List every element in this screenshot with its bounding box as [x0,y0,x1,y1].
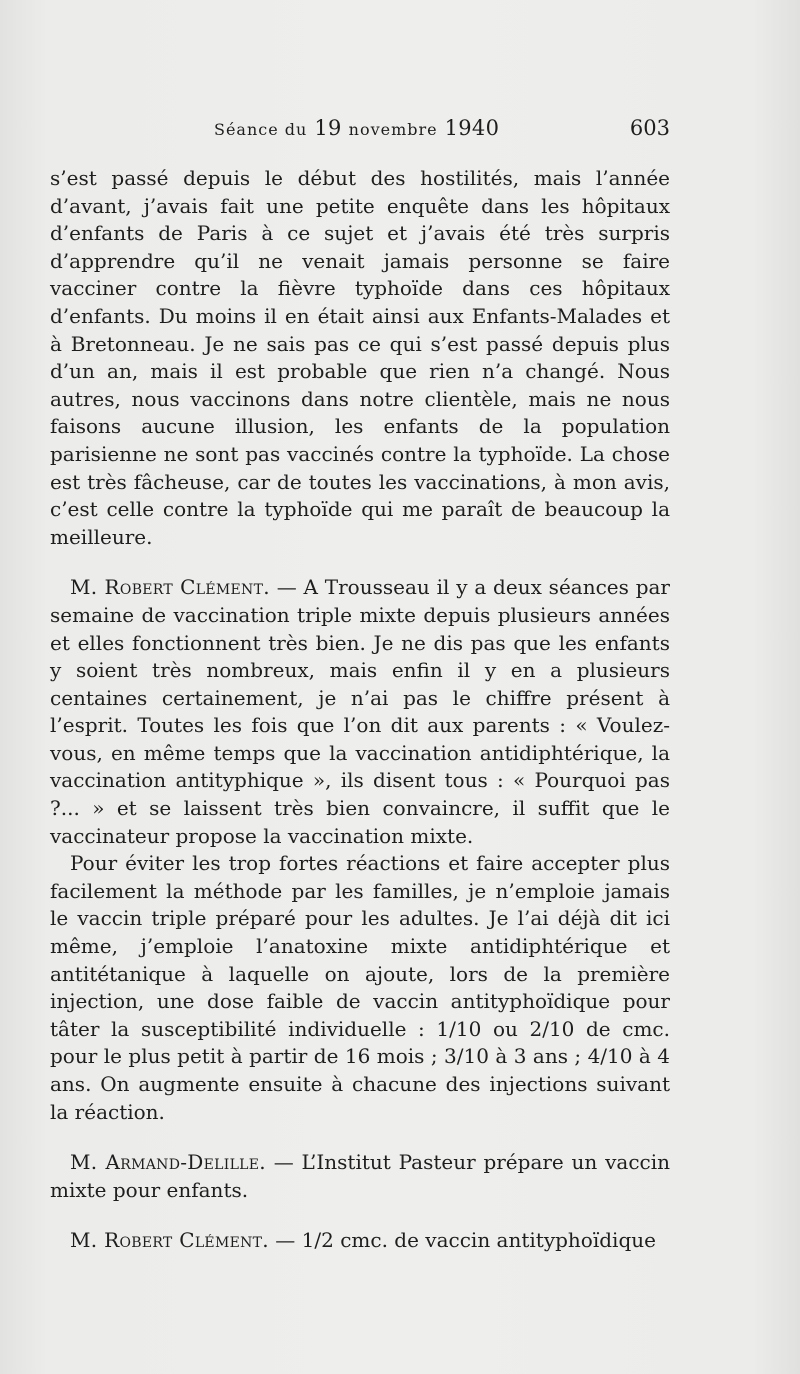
header-day: 19 [314,116,342,140]
paragraph-text: Pour éviter les trop fortes réactions et faire accepter plus facilement la méthode par les familles, je n’emploie jamais le vaccin triple préparé pour les adultes. Je l’ai déjà dit ici même, j’emploie l’anatoxine mixte antidiphtérique et antitétanique à laquelle on ajoute, lors de la première injection, une dose faible de vaccin antityphoïdique pour tâter la susceptibilité individuelle : 1/10 ou 2/10 de cmc. pour le plus petit à partir de 16 mois ; 3/10 à 3 ans ; 4/10 à 4 ans. On augmente ensuite à chacune des injections suivant la réaction. [50,851,670,1124]
speaker-name: M. Armand-Delille. [70,1150,266,1175]
header-title [214,116,499,140]
header-month: novembre [348,120,438,139]
paragraph-robert-clement-2 [50,850,670,1126]
paragraph-text: — A Trousseau il y a deux séances par semaine de vaccination triple mixte depuis plusieurs années et elles fonctionnent très bien. Je ne dis pas que les enfants y soient très nombreux, mais enfin il y en a plusieurs centaines certainement, je n’ai pas le chiffre présent à l’esprit. Toutes les fois que l’on dit aux parents : « Voulez-vous, en même temps que la vaccination antidiphtérique, la vaccination antityphique », ils disent tous : « Pourquoi pas ?... » et se laissent très bien convaincre, il suffit que le vaccinateur propose la vaccination mixte. [50,575,670,848]
paragraph-robert-clement-1 [50,574,670,850]
header-seance: Séance du [214,120,308,139]
speaker-name: M. Robert Clément. [70,1228,269,1253]
header-year: 1940 [444,116,500,140]
paragraph-text: s’est passé depuis le début des hostilités, mais l’année d’avant, j’avais fait une petite enquête dans les hôpitaux d’enfants de Paris à ce sujet et j’avais été très surpris d’apprendre qu’il ne venait jamais personne se faire vacciner contre la fièvre typhoïde dans ces hôpitaux d’enfants. Du moins il en était ainsi aux Enfants-Malades et à Bretonneau. Je ne sais pas ce qui s’est passé depuis plus d’un an, mais il est probable que rien n’a changé. Nous autres, nous vaccinons dans notre clientèle, mais ne nous faisons aucune illusion, les enfants de la population parisienne ne sont pas vaccinés contre la typhoïde. La chose est très fâcheuse, car de toutes les vaccinations, à mon avis, c’est celle contre la typhoïde qui me paraît de beaucoup la meilleure. [50,166,670,549]
running-header [214,116,670,150]
paragraph-text: — 1/2 cmc. de vaccin antityphoïdique [268,1228,656,1253]
page-number: 603 [629,116,670,140]
paragraph-armand-delille [50,1149,670,1204]
speaker-name: M. Robert Clément. [70,575,270,600]
paragraph-text: — L’Institut Pasteur prépare un vaccin mixte pour enfants. [50,1150,671,1202]
paragraph-robert-clement-3 [50,1227,670,1255]
paragraph-continuation [50,165,670,551]
body-text [50,165,670,1255]
